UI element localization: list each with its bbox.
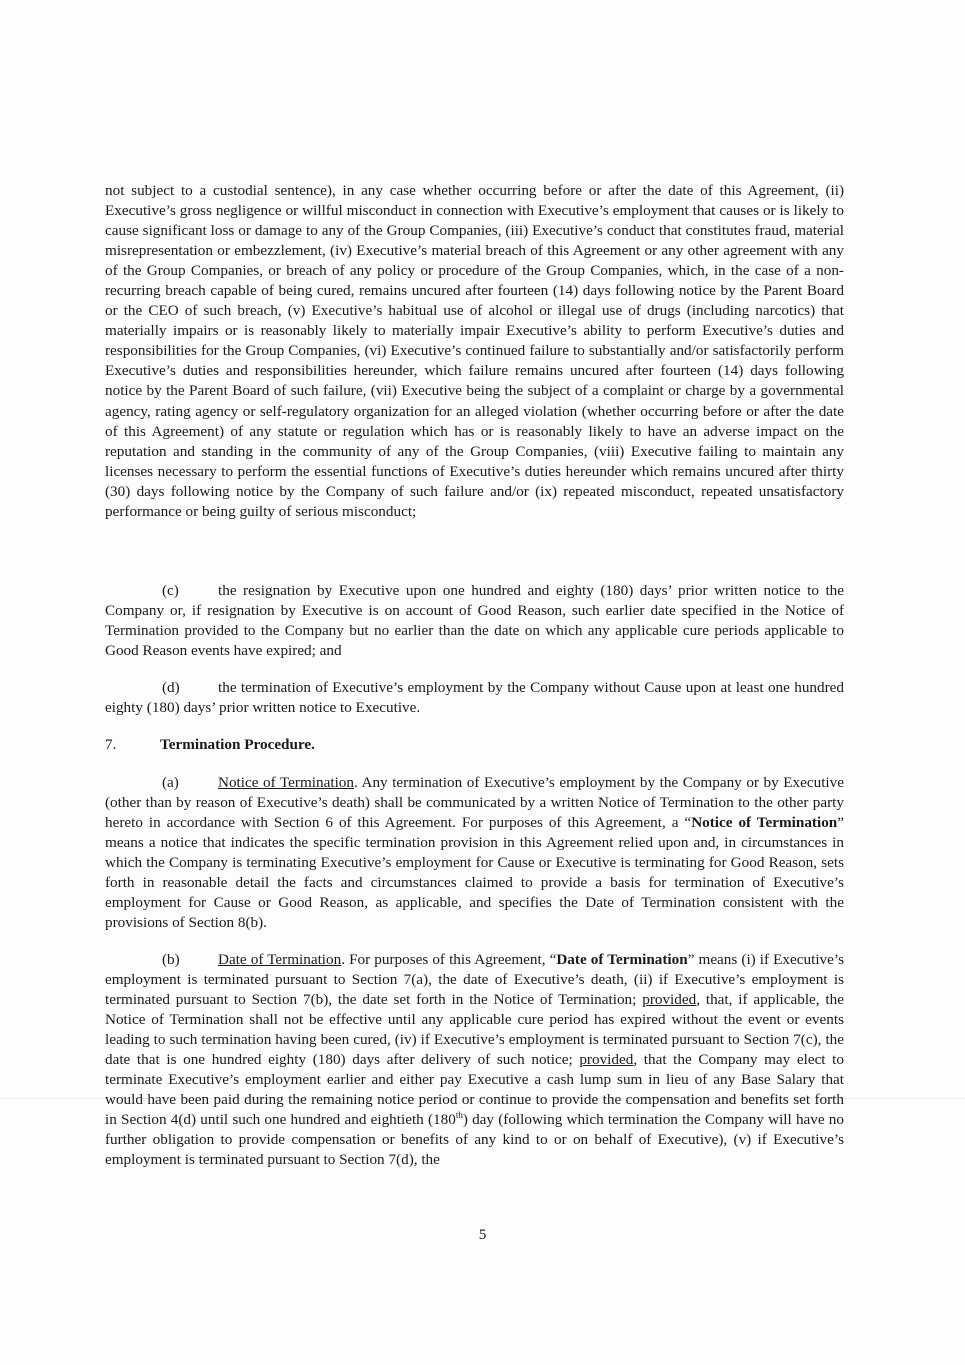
clause-6c-text: the resignation by Executive upon one hundred and eighty (180) days’ prior written notice to the Company or, if resignation by Executive is on account of Good Reason, such earlier date specified in the Notice of Termination provided to the Company but no earlier than the date on which any applicable cure periods applicable to Good Reason events have expired; and: [105, 582, 844, 660]
section-7-number: 7.: [105, 736, 117, 753]
clause-7b-text-2: ” means (i) if Executive’s employment is terminated pursuant to Section 7(a), the date of Executive’s death, (ii) if Executive’s employment is terminated pursuant to Section 7(b), the date set forth in the Notice of Termination;: [105, 951, 844, 1009]
clause-7a-heading: Notice of Termination: [218, 774, 354, 791]
clause-7a-defined-term: Notice of Termination: [691, 814, 838, 832]
clause-7b-text-3: , that, if applicable, the Notice of Termination shall not be effective until any applicable cure period has expired without the event or events leading to such termination having been cured, (iv) if Executive’s employment is terminated pursuant to Section 7(c), the date that is one hundred eighty (180) days after delivery of such notice;: [105, 991, 844, 1069]
page-number: 5: [478, 1226, 487, 1243]
clause-7b-heading: Date of Termination: [218, 951, 342, 968]
clause-7b-text-4: , that the Company may elect to terminate Executive’s employment earlier and either pay Executive a cash lump sum in lieu of any Base Salary that would have been paid during the remaining notice period or continue to provide the compensation and benefits set forth in Section 4(d) until such one hundred and eightieth (180: [105, 1051, 844, 1129]
provided-term-2: provided: [579, 1051, 634, 1069]
provided-term-1: provided: [642, 991, 697, 1009]
clause-7b: [105, 950, 844, 1171]
section-7-heading: [105, 735, 315, 755]
clause-7a-text-2: ” means a notice that indicates the specific termination provision in this Agreement relied upon and, in circumstances in which the Company is terminating Executive’s employment for Cause or Executive is terminating for Good Reason, sets forth in reasonable detail the facts and circumstances claimed to provide a basis for termination of Executive’s employment for Cause or Good Reason, as applicable, and specifies the Date of Termination consistent with the provisions of Section 8(b).: [105, 814, 844, 932]
clause-7b-text-1: . For purposes of this Agreement, “: [341, 951, 557, 968]
clause-6d: [105, 678, 844, 718]
clause-6d-text: the termination of Executive’s employment by the Company without Cause upon at least one hundred eighty (180) days’ prior written notice to Executive.: [105, 679, 844, 717]
paragraph-cause-definition: not subject to a custodial sentence), in any case whether occurring before or after the date of this Agreement, (ii) Executive’s gross negligence or willful misconduct in connection with Executive’s employment that causes or is likely to cause significant loss or damage to any of the Group Companies, (iii) Executive’s conduct that constitutes fraud, material misrepresentation or embezzlement, (iv) Executive’s material breach of this Agreement or any other agreement with any of the Group Companies, or breach of any policy or procedure of the Group Companies, which, in the case of a non-recurring breach capable of being cured, remains uncured after fourteen (14) days following notice by the Parent Board or the CEO of such breach, (v) Executive’s habitual use of alcohol or illegal use of drugs (including narcotics) that materially impairs or is reasonably likely to materially impair Executive’s ability to perform Executive’s duties and responsibilities for the Group Companies, (vi) Executive’s continued failure to substantially and/or satisfactorily perform Executive’s duties and responsibilities hereunder, which failure remains uncured after fourteen (14) days following notice by the Parent Board of such failure, (vii) Executive being the subject of a complaint or charge by a governmental agency, rating agency or self-regulatory organization for an alleged violation (whether occurring before or after the date of this Agreement) of any statute or regulation which has or is reasonably likely to have an adverse impact on the reputation and standing in the community of any of the Group Companies, (viii) Executive failing to maintain any licenses necessary to perform the essential functions of Executive’s duties hereunder which remains uncured after thirty (30) days following notice by the Company of such failure and/or (ix) repeated misconduct, repeated unsatisfactory performance or being guilty of serious misconduct;: [105, 182, 844, 520]
clause-7a-text-1: . Any termination of Executive’s employment by the Company or by Executive (other than by reason of Executive’s death) shall be communicated by a written Notice of Termination to the other party hereto in accordance with Section 6 of this Agreement. For purposes of this Agreement, a “: [105, 774, 844, 832]
clause-6d-label: (d): [162, 679, 180, 696]
clause-7b-defined-term: Date of Termination: [556, 951, 688, 968]
clause-6c-label: (c): [162, 582, 179, 599]
clause-6c: [105, 581, 844, 661]
clause-7a: [105, 773, 844, 933]
clause-7a-label: (a): [162, 774, 179, 791]
section-7-title: Termination Procedure.: [160, 736, 315, 753]
ordinal-suffix: th: [455, 1110, 463, 1121]
clause-7b-label: (b): [162, 951, 180, 968]
clause-7b-text-5: ) day (following which termination the Company will have no further obligation to provide compensation or benefits of any kind to or on behalf of Executive), (v) if Executive’s employment is terminated pursuant to Section 7(d), the: [105, 1111, 844, 1169]
